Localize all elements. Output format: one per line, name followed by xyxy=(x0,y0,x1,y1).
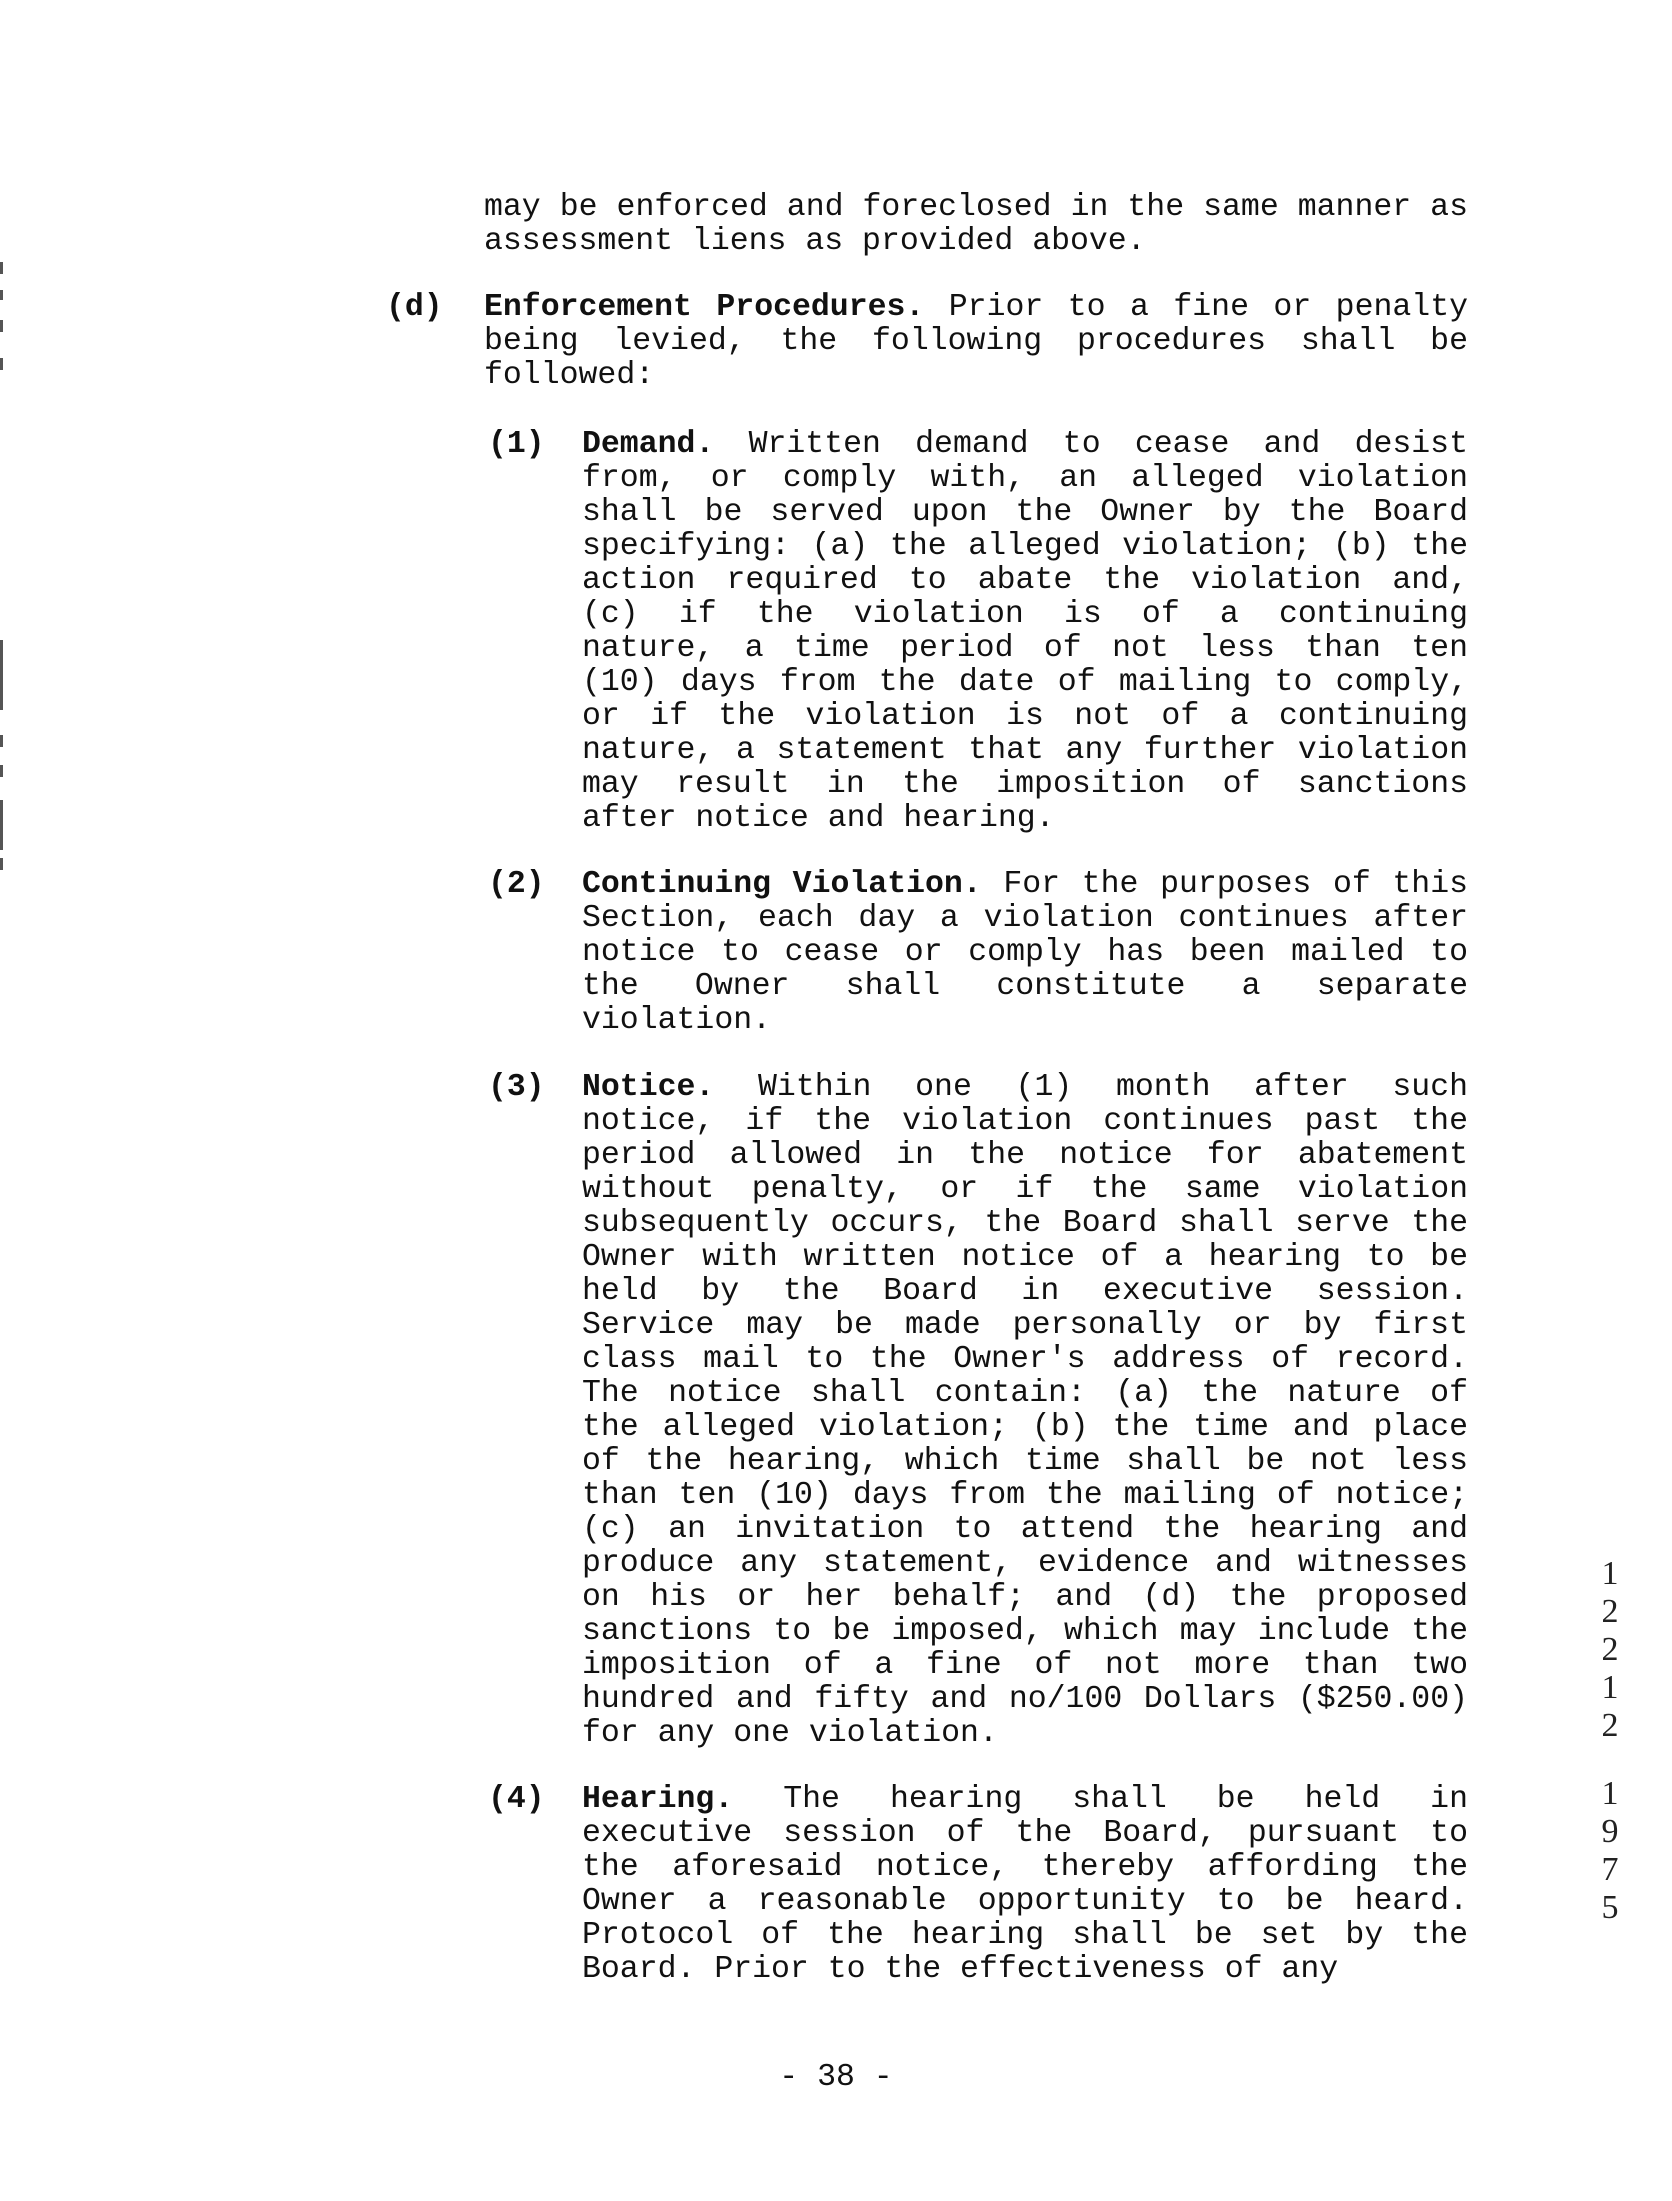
margin-digit: 2 xyxy=(1601,1631,1619,1668)
item-4-paragraph xyxy=(582,1783,1468,1987)
item-4-label: (4) xyxy=(488,1782,545,1817)
section-d-text: Prior to a fine or penalty being levied, the following procedures shall be followed: xyxy=(484,290,1468,393)
scan-mark xyxy=(0,800,3,850)
margin-digit: 7 xyxy=(1601,1851,1619,1888)
item-1-paragraph xyxy=(582,428,1468,836)
section-d-label: (d) xyxy=(386,290,443,325)
margin-digit: 1 xyxy=(1601,1669,1619,1706)
scan-mark xyxy=(0,320,3,332)
margin-digit: 9 xyxy=(1601,1813,1619,1850)
section-d-paragraph xyxy=(484,291,1468,393)
item-4-text: The hearing shall be held in executive session of the Board, pursuant to the aforesaid notice, thereby affording the Owner a reasonable opportunity to be heard. Protocol of the hearing shall be set by the Board. Prior to the effectiveness of any xyxy=(582,1782,1468,1987)
margin-digit: 2 xyxy=(1601,1707,1619,1744)
item-3-text: Within one (1) month after such notice, if the violation continues past the period allowed in the notice for abatement without penalty, or if the same violation subsequently occurs, the Board shall serve the Owner with written notice of a hearing to be held by the Board in executive session. Service may be made personally or by first class mail to the Owner's address of record. The notice shall contain: (a) the nature of the alleged violation; (b) the time and place of the hearing, which time shall be not less than ten (10) days from the mailing of notice; (c) an invitation to attend the hearing and produce any statement, evidence and witnesses on his or her behalf; and (d) the proposed sanctions to be imposed, which may include the imposition of a fine of not more than two hundred and fifty and no/100 Dollars ($250.00) for any one violation. xyxy=(582,1070,1468,1751)
item-2-heading: Continuing Violation. xyxy=(582,867,982,902)
margin-digit: 5 xyxy=(1601,1889,1619,1926)
item-2-text: For the purposes of this Section, each day a violation continues after notice to cease or comply has been mailed to the Owner shall constitute a separate violation. xyxy=(582,867,1469,1038)
scan-mark xyxy=(0,735,3,747)
item-3-heading: Notice. xyxy=(582,1070,715,1105)
page-number: - 38 - xyxy=(779,2060,893,2095)
scan-mark xyxy=(0,262,3,274)
margin-digit: 1 xyxy=(1601,1555,1619,1592)
item-1-label: (1) xyxy=(488,427,545,462)
margin-digit: 1 xyxy=(1601,1775,1619,1812)
item-1-heading: Demand. xyxy=(582,427,715,462)
scan-mark xyxy=(0,358,3,370)
item-1-text: Written demand to cease and desist from, or comply with, an alleged violation shall be served upon the Owner by the Board specifying: (a) the alleged violation; (b) the action required to abate the violation and, (c) if the violation is of a continuing nature, a time period of not less than ten (10) days from the date of mailing to comply, or if the violation is not of a continuing nature, a statement that any further violation may result in the imposition of sanctions after notice and hearing. xyxy=(582,427,1468,836)
item-3-paragraph xyxy=(582,1071,1468,1751)
scan-mark xyxy=(0,858,3,870)
margin-recording-number xyxy=(1590,1555,1630,1927)
item-3-label: (3) xyxy=(488,1070,545,1105)
item-2-paragraph xyxy=(582,868,1468,1038)
item-2-label: (2) xyxy=(488,867,545,902)
scan-mark xyxy=(0,765,3,777)
section-d-heading: Enforcement Procedures. xyxy=(484,290,925,325)
intro-paragraph: may be enforced and foreclosed in the same manner as assessment liens as provided above. xyxy=(484,190,1468,259)
margin-digit: 2 xyxy=(1601,1593,1619,1630)
scan-mark xyxy=(0,640,3,710)
item-4-heading: Hearing. xyxy=(582,1782,734,1817)
scan-mark xyxy=(0,290,3,300)
